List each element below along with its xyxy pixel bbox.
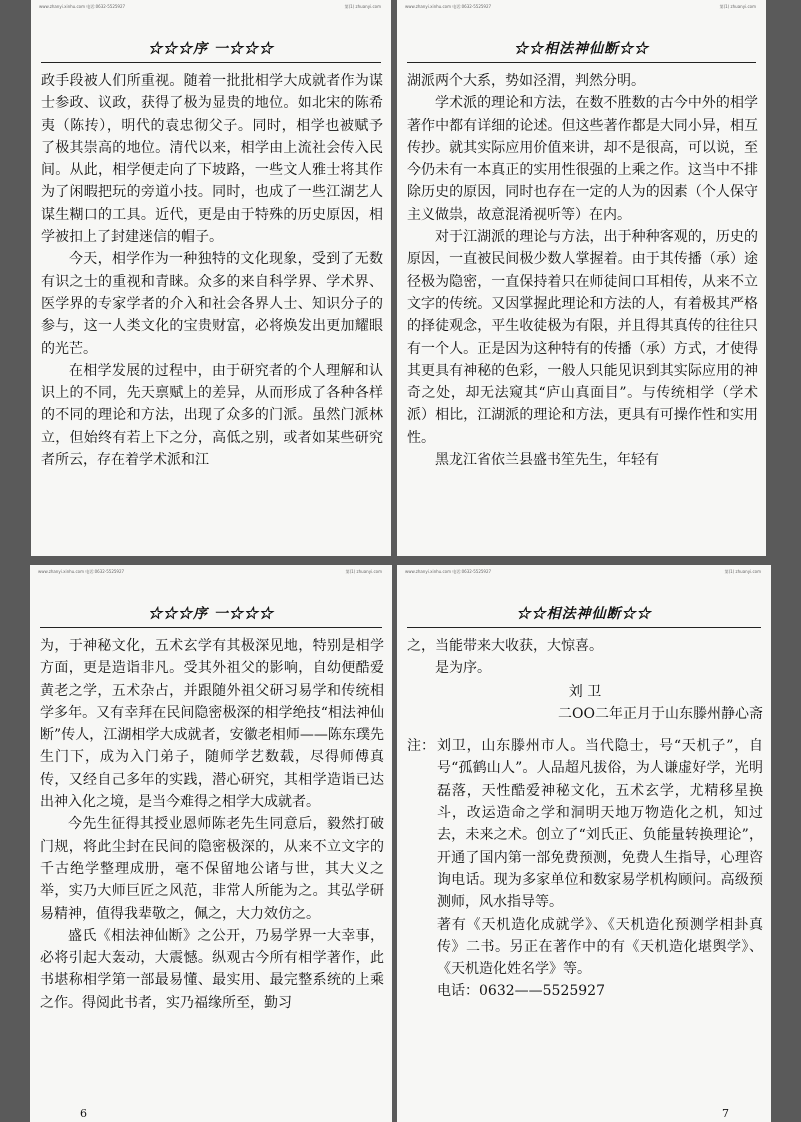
header-rule <box>40 627 382 628</box>
paragraph: 政手段被人们所重视。随着一批批相学大成就者作为谋士参政、议政，获得了极为显贵的地位。如北宋的陈希夷（陈抟），明代的袁忠彻父子。同时，相学也被赋予了极其崇高的地位。清代以来，相学由上流社会传入民间。从此，相学便走向了下坡路，一些文人雅士将其作为了闲暇把玩的旁道小技。同时，也成了一些江湖艺人谋生糊口的工具。近代，更是由于特殊的历史原因，相学被扣上了封建迷信的帽子。 <box>41 73 383 246</box>
page-number: 6 <box>80 1107 87 1120</box>
preface-date: 二OO二年正月于山东滕州静心斋 <box>558 705 763 722</box>
scan-header-noise-right: 第(1) zhuanyi.com <box>724 569 761 574</box>
paragraph: 今天，相学作为一种独特的文化现象，受到了无数有识之士的重视和青睐。众多的来自科学界、学术界、医学界的专家学者的介入和社会各界人士、知识分子的参与，这一人类文化的宝贵财富，必将焕发出更加耀眼的光芒。 <box>41 251 383 357</box>
paragraph: 学术派的理论和方法，在数不胜数的古今中外的相学著作中都有详细的论述。但这些著作都是大同小异，相互传抄。就其实际应用价值来讲，却不是很高，可以说，至今仍未有一本真正的实用性很强的上乘之作。这当中不排除历史的原因，同时也存在一定的人为的因素（个人保守主义做祟，故意混淆视听等）在内。 <box>407 95 758 223</box>
note-label: 注： <box>407 738 435 755</box>
page-body <box>41 70 383 471</box>
running-header: ☆☆相法神仙断☆☆ <box>516 606 652 622</box>
scan-header-noise: www.zhanyi.xinhu.com 电话:0632-5525927 <box>38 569 125 574</box>
paragraph: 今先生征得其授业恩师陈老先生同意后，毅然打破门规，将此尘封在民间的隐密极深的，从来不立文字的千古绝学整理成册，毫不保留地公诸与世，其大义之举，实乃大师巨匠之风范，非常人所能为之。其弘学研易精神，值得我辈敬之，佩之，大力效仿之。 <box>40 816 384 922</box>
page-number: 7 <box>722 1107 729 1120</box>
author-note <box>407 735 763 1003</box>
scan-header-noise: www.zhanyi.xinhu.com 电话:0632-5525927 <box>39 4 126 9</box>
page-3 <box>30 565 392 1122</box>
note-phone: 电话：0632——5525927 <box>437 983 605 1000</box>
running-header: ☆☆☆序 一☆☆☆ <box>148 606 274 622</box>
page-2 <box>397 0 766 556</box>
note-paragraph: 著有《天机造化成就学》、《天机造化预测学相卦真传》二书。另正在著作中的有《天机造化堪舆学》、《天机造化姓名学》等。 <box>437 916 763 978</box>
header-rule <box>407 62 756 63</box>
page-body <box>407 635 763 1003</box>
scan-header-noise-right: 第(1) zhuanyi.com <box>345 569 382 574</box>
paragraph: 盛氏《相法神仙断》之公开，乃易学界一大幸事，必将引起大轰动，大震憾。纵观古今所有相学著作，此书堪称相学第一部最易懂、最实用、最完整系统的上乘之作。得阅此书者，实乃福缘所至，勤习 <box>40 927 384 1011</box>
author-signature: 刘 卫 <box>568 683 602 700</box>
paragraph: 湖派两个大系，势如泾渭，判然分明。 <box>407 73 645 89</box>
page-body <box>407 70 758 471</box>
running-header: ☆☆☆序 一☆☆☆ <box>148 41 274 57</box>
header-rule <box>41 62 381 63</box>
running-header: ☆☆相法神仙断☆☆ <box>514 41 649 57</box>
header-rule <box>407 627 761 628</box>
page-1 <box>31 0 391 556</box>
scan-header-noise: www.zhanyi.xinhu.com 电话:0632-5525927 <box>405 569 492 574</box>
paragraph: 是为序。 <box>435 660 491 677</box>
page-body <box>40 635 384 1014</box>
paragraph: 在相学发展的过程中，由于研究者的个人理解和认识上的不同，先天禀赋上的差异，从而形成了各种各样的不同的理论和方法，出现了众多的门派。虽然门派林立，但始终有若上下之分，高低之别，或者如某些研究者所云，存在着学术派和江 <box>41 362 383 469</box>
scan-header-noise: www.zhanyi.xinhu.com 电话:0632-5525927 <box>405 4 492 9</box>
scan-header-noise-right: 第(1) zhuanyi.com <box>719 4 756 9</box>
paragraph: 为，于神秘文化，五术玄学有其极深见地，特别是相学方面，更是造诣非凡。受其外祖父的影响，自幼便酷爱黄老之学，五术杂占，并跟随外祖父研习易学和传统相学多年。又有幸拜在民间隐密极深的相学绝技“相法神仙断”传人，江湖相学大成就者，安徽老相师——陈东璞先生门下，成为入门弟子，随师学艺数载，尽得师傅真传，又经自己多年的实践，潜心研究，其相学造诣已达出神入化之境，是当今难得之相学大成就者。 <box>40 638 384 811</box>
note-text <box>437 735 763 1003</box>
paragraph: 对于江湖派的理论与方法，出于种种客观的，历史的原因，一直被民间极少数人掌握着。由于其传播（承）途径极为隐密，一直保持着只在师徒间口耳相传，从来不立文字的传统。又因掌握此理论和方法的人，有着极其严格的择徒观念，平生收徒极为有限，并且得其真传的往往只有一个人。正是因为这种特有的传播（承）方式，才使得其更具有神秘的色彩，一般人只能见识到其实际应用的神奇之处，却无法窥其“庐山真面目”。与传统相学（学术派）相比，江湖派的理论和方法，更具有可操作性和实用性。 <box>407 229 758 446</box>
page-4 <box>397 565 771 1122</box>
paragraph: 黑龙江省依兰县盛书笙先生，年轻有 <box>435 452 659 469</box>
note-paragraph: 刘卫，山东滕州市人。当代隐士，号“天机子”，自号“孤鹤山人”。人品超凡拔俗，为人谦虚好学，光明磊落，天性酷爱神秘文化，五术玄学，尤精移星换斗，改运造命之学和洞明天地万物造化之机，知过去，未来之术。创立了“刘氏正、负能量转换理论”，开通了国内第一部免费预测，免费人生指导，心理咨询电话。现为多家单位和数家易学机构顾问。高级预测师，风水指导等。 <box>437 738 763 911</box>
paragraph: 之，当能带来大收获，大惊喜。 <box>407 638 603 654</box>
scan-header-noise-right: 第(1) zhuanyi.com <box>344 4 381 9</box>
